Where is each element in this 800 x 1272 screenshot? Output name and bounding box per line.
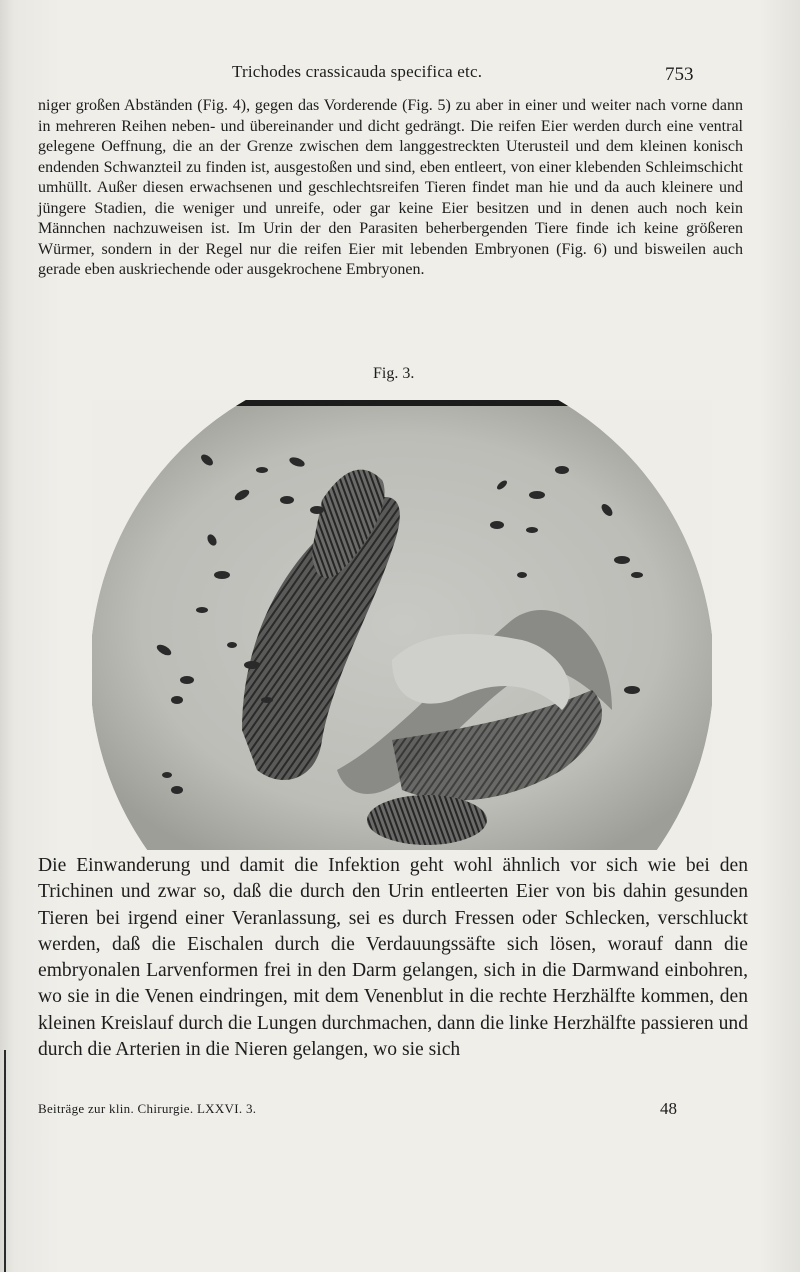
footer-journal: Beiträge zur klin. Chirurgie. LXXVI. 3.: [38, 1101, 257, 1116]
paragraph-bottom: Die Einwanderung und damit die Infektion geht wohl ähnlich vor sich wie bei den Trichinen und zwar so, daß die durch den Urin entleerten Eier von bis dahin gesunden Tieren bei irgend einer Veranlassung, sei es durch Fressen oder Schlecken, verschluckt werden, daß die Eischalen durch die Verdauungssäfte sich lösen, worauf dann die embryonalen Larvenformen frei in den Darm gelangen, sich in die Darmwand einbohren, wo sie in die Venen eindringen, mit dem Venenblut in die rechte Herzhälfte kommen, den kleinen Kreislauf durch die Lungen durchmachen, dann die linke Herzhälfte passieren und durch die Arterien in die Nieren gelangen, wo sie sich: [38, 855, 748, 1061]
binding-edge: [4, 1050, 6, 1272]
footer-signature: 48: [660, 1099, 677, 1118]
paragraph-top: niger großen Abständen (Fig. 4), gegen das Vorderende (Fig. 5) zu aber in einer und weiter nach vorne dann in mehreren Reihen neben- und übereinander und dicht gedrängt. Die reifen Eier werden durch eine ventral gelegene Oeffnung, die an der Grenze zwischen dem langgestreckten Uterusteil und dem kleinen konisch endenden Schwanzteil zu finden ist, ausgestoßen und sind, eben entleert, von einer klebenden Schleimschicht umhüllt. Außer diesen erwachsenen und geschlechtsreifen Tieren findet man hie und da auch kleinere und jüngere Stadien, die weniger und unreife, oder gar keine Eier besitzen und in denen auch noch kein Männchen nachzuweisen ist. Im Urin der den Parasiten beherbergenden Tiere finde ich keine größeren Würmer, sondern in der Regel nur die reifen Eier mit lebenden Embryonen (Fig. 6) und bisweilen auch gerade eben auskriechende oder ausgekrochene Embryonen.: [38, 97, 743, 278]
figure-caption: Fig. 3.: [373, 365, 415, 382]
figure-3-micrograph: [92, 400, 712, 850]
running-title: Trichodes crassicauda specifica etc.: [232, 62, 483, 81]
page-number: 753: [665, 64, 694, 85]
worm-bottom-blob: [367, 795, 487, 845]
